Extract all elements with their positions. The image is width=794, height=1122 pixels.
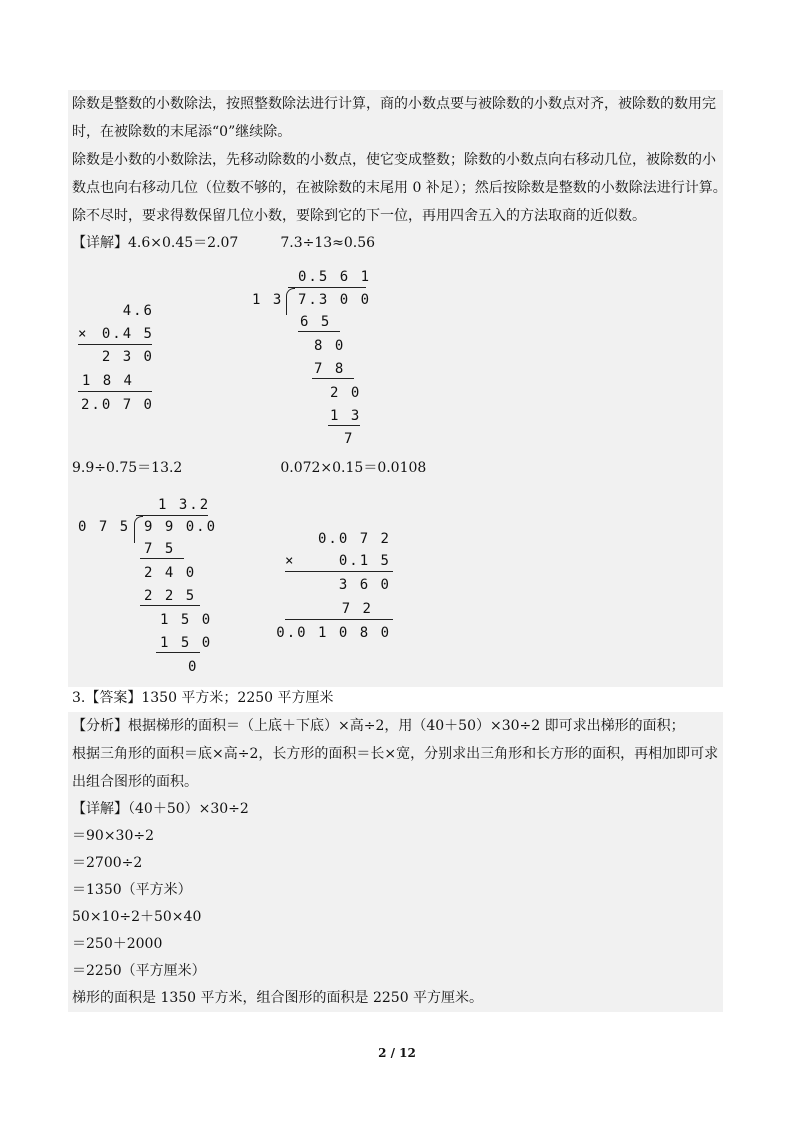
calc4-rule2 [285,619,393,620]
analysis-line2: 根据三角形的面积＝底×高÷2，长方形的面积＝长×宽，分别求出三角形和长方形的面积，再相加即可求 [72,746,719,762]
calc2-rule2 [312,378,354,379]
calc3-rule3 [156,652,200,653]
calc2-quotient: 0.5 6 1 [298,269,372,285]
calc2-bracket [286,288,295,315]
calc4-rule1 [285,571,393,572]
calc1-rule2 [78,391,152,392]
calc2-step1: 6 5 [300,314,332,330]
calc3-step2: 2 4 0 [144,565,197,581]
calc1-row3: 2 3 0 [101,349,154,365]
calc2-step5: 1 3 [330,408,362,424]
calc2-step3: 7 8 [314,361,346,377]
calc4-row5: 0.0 1 0 8 0 [276,625,391,641]
calc2-step4: 2 0 [330,385,362,401]
multiplication-4-6-by-0-45 [78,300,168,420]
calc1-row5: 2.0 7 0 [80,397,154,413]
calc3-bracket [134,516,143,543]
detail-step2: ＝90×30÷2 [72,828,154,844]
calc1-row1: 4.6 [122,303,154,319]
calc4-row1: 0.0 7 2 [317,531,391,547]
calc2-dividend: 7.3 0 0 [298,292,372,308]
calc2-rule3 [328,425,360,426]
analysis-line1: 【分析】根据梯形的面积＝（上底＋下底）×高÷2，用（40＋50）×30÷2 即可求出梯形的面积； [72,718,685,734]
calc1-row4: 1 8 4 [81,373,134,389]
division-7-3-by-13 [252,266,382,456]
calc3-quotient: 1 3.2 [158,497,211,513]
calc3-step5: 1 5 0 [160,635,213,651]
calc3-top-rule [136,515,208,516]
calc2-rule1 [298,331,340,332]
calc3-divisor: 0 7 5 [78,519,131,535]
para2-line2: 数点也向右移动几位（位数不够的，在被除数的末尾用 0 补足）；然后按除数是整数的小数除法进行计算。 [72,180,727,196]
calc1-rule1 [78,344,152,345]
para2-line1: 除数是小数的小数除法，先移动除数的小数点，使它变成整数；除数的小数点向右移动几位，被除数的小 [72,152,716,168]
calc2-divisor: 1 3 [252,292,284,308]
conclusion-line: 梯形的面积是 1350 平方米，组合图形的面积是 2250 平方厘米。 [72,990,484,1006]
detail-step5: 50×10÷2＋50×40 [72,909,202,925]
detail-step1: 【详解】（40＋50）×30÷2 [72,801,249,817]
calc1-sign: × [78,326,89,342]
calc2-step6: 7 [344,431,355,447]
detail-step3: ＝2700÷2 [72,855,143,871]
equations-line: 9.9÷0.75＝13.2 0.072×0.15＝0.0108 [72,460,427,476]
calc2-step2: 8 0 [314,338,346,354]
calc3-step6: 0 [188,659,199,675]
detail-step4: ＝1350（平方米） [72,882,192,898]
page-number: 2 / 12 [378,1046,416,1060]
calc4-sign: × [285,553,296,569]
calc4-row2: 0.1 5 [338,553,391,569]
calc2-top-rule [288,287,366,288]
calc3-step1: 7 5 [144,541,176,557]
answer-line: 3.【答案】1350 平方米；2250 平方厘米 [72,690,334,706]
detail-line: 【详解】4.6×0.45＝2.07 7.3÷13≈0.56 [72,235,376,251]
analysis-line3: 出组合图形的面积。 [72,774,198,790]
calc1-row2: 0.4 5 [101,326,154,342]
multiplication-0-072-by-0-15 [276,528,395,648]
detail-step7: ＝2250（平方厘米） [72,963,206,979]
calc3-dividend: 9 9 0.0 [144,519,218,535]
calc4-row4: 7 2 [341,601,373,617]
para1-line2: 时，在被除数的末尾添“0”继续除。 [72,124,292,140]
calc3-step4: 1 5 0 [160,612,213,628]
calc4-row3: 3 6 0 [338,577,391,593]
para1-line1: 除数是整数的小数除法，按照整数除法进行计算，商的小数点要与被除数的小数点对齐，被除数的数用完 [72,96,716,112]
division-9-9-by-0-75 [78,494,218,684]
calc3-rule1 [140,558,184,559]
para3: 除不尽时，要求得数保留几位小数，要除到它的下一位，再用四舍五入的方法取商的近似数。 [72,208,646,224]
detail-step6: ＝250＋2000 [72,936,163,952]
calc3-step3: 2 2 5 [144,588,197,604]
calc3-rule2 [140,605,200,606]
